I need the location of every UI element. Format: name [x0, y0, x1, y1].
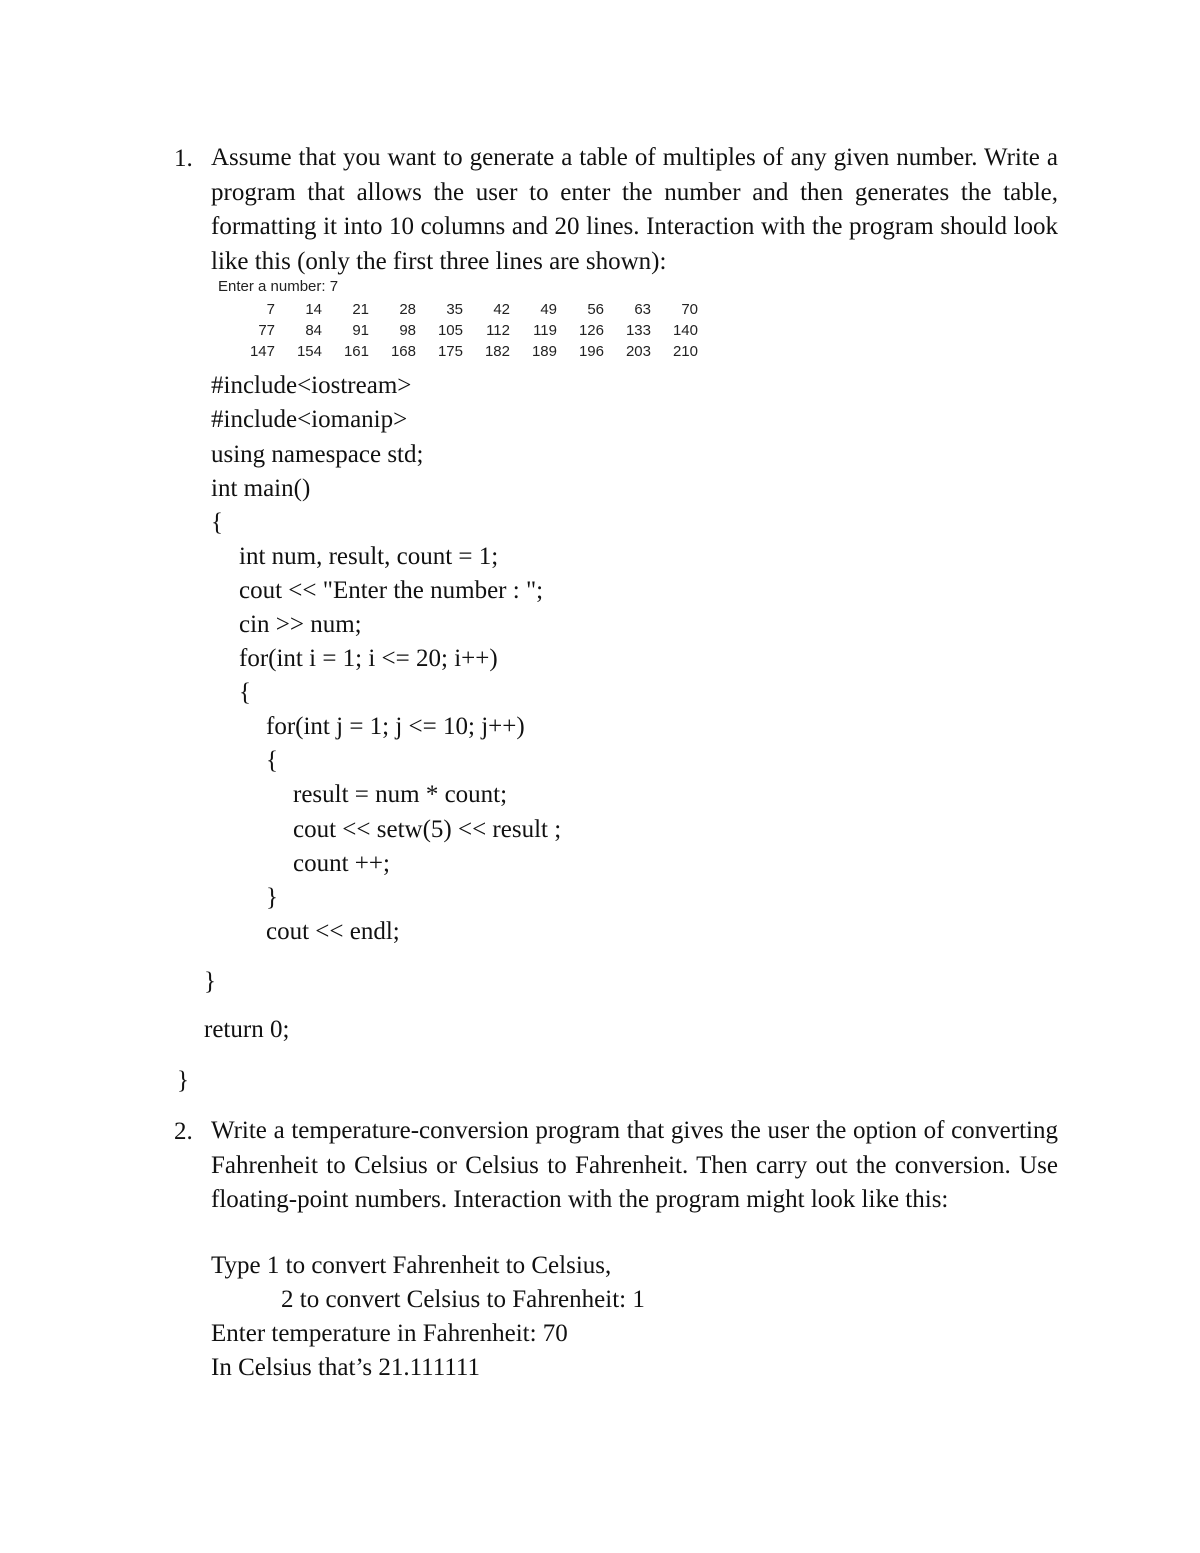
console-cell: 105: [437, 322, 463, 339]
code-line: {: [211, 509, 223, 536]
console-cell: 133: [625, 322, 651, 339]
code-line: cout << endl;: [266, 918, 400, 945]
console-cell: 161: [343, 343, 369, 360]
code-line: for(int j = 1; j <= 10; j++): [266, 713, 525, 740]
code-line: for(int i = 1; i <= 20; i++): [239, 645, 498, 672]
console-cell: 49: [540, 301, 557, 318]
console-cell: 154: [296, 343, 322, 360]
console-cell: 42: [493, 301, 510, 318]
code-line: }: [177, 1067, 189, 1094]
console-cell: 126: [578, 322, 604, 339]
console-cell: 189: [531, 343, 557, 360]
console-cell: 70: [681, 301, 698, 318]
console-cell: 210: [672, 343, 698, 360]
code-line: int num, result, count = 1;: [239, 543, 499, 570]
sample-line: In Celsius that’s 21.111111: [211, 1354, 480, 1381]
code-line: cout << setw(5) << result ;: [293, 816, 562, 843]
console-cell: 196: [578, 343, 604, 360]
code-line: int main(): [211, 475, 311, 502]
console-cell: 112: [486, 322, 510, 339]
console-cell: 14: [305, 301, 322, 318]
console-cell: 175: [437, 343, 463, 360]
code-line: {: [239, 679, 251, 706]
console-cell: 203: [625, 343, 651, 360]
code-line: result = num * count;: [293, 781, 508, 808]
sample-line: Type 1 to convert Fahrenheit to Celsius,: [211, 1252, 612, 1279]
sample-line: Enter temperature in Fahrenheit: 70: [211, 1320, 568, 1347]
console-cell: 84: [305, 322, 322, 339]
console-cell: 98: [399, 322, 416, 339]
console-cell: 147: [249, 343, 275, 360]
sample-line: 2 to convert Celsius to Fahrenheit: 1: [281, 1286, 645, 1313]
console-cell: 77: [258, 322, 275, 339]
code-line: cout << "Enter the number : ";: [239, 577, 544, 604]
code-line: }: [266, 884, 278, 911]
console-cell: 182: [484, 343, 510, 360]
question-1-number: 1.: [174, 145, 193, 172]
console-cell: 140: [672, 322, 698, 339]
question-2-text: Write a temperature-conversion program that gives the user the option of converting Fahrenheit to Celsius or Celsius to Fahrenheit. Then carry out the conversion. Use floating-point numbers. Interaction with the program might look like this:: [211, 1117, 1058, 1213]
console-row: [218, 342, 718, 362]
console-row: [218, 321, 718, 341]
question-1-text: Assume that you want to generate a table of multiples of any given number. Write a program that allows the user to enter the number and then generates the table, formatting it into 10 columns and 20 lines. Interaction with the program should look like this (only the first three lines are shown):: [211, 144, 1058, 275]
question-2-number: 2.: [174, 1118, 193, 1145]
console-cell: 28: [399, 301, 416, 318]
console-prompt: Enter a number: 7: [218, 278, 339, 295]
code-line: }: [204, 968, 216, 995]
console-cell: 91: [352, 322, 369, 339]
console-cell: 119: [533, 322, 557, 339]
console-cell: 63: [634, 301, 651, 318]
code-line: using namespace std;: [211, 441, 424, 468]
code-line: {: [266, 747, 278, 774]
console-cell: 35: [446, 301, 463, 318]
console-row: [218, 300, 718, 320]
code-line: #include<iomanip>: [211, 406, 408, 433]
console-cell: 21: [352, 301, 369, 318]
code-line: cin >> num;: [239, 611, 362, 638]
console-cell: 56: [587, 301, 604, 318]
code-line: #include<iostream>: [211, 372, 412, 399]
console-cell: 7: [266, 301, 275, 318]
console-cell: 168: [390, 343, 416, 360]
code-line: count ++;: [293, 850, 390, 877]
code-line: return 0;: [204, 1016, 290, 1043]
